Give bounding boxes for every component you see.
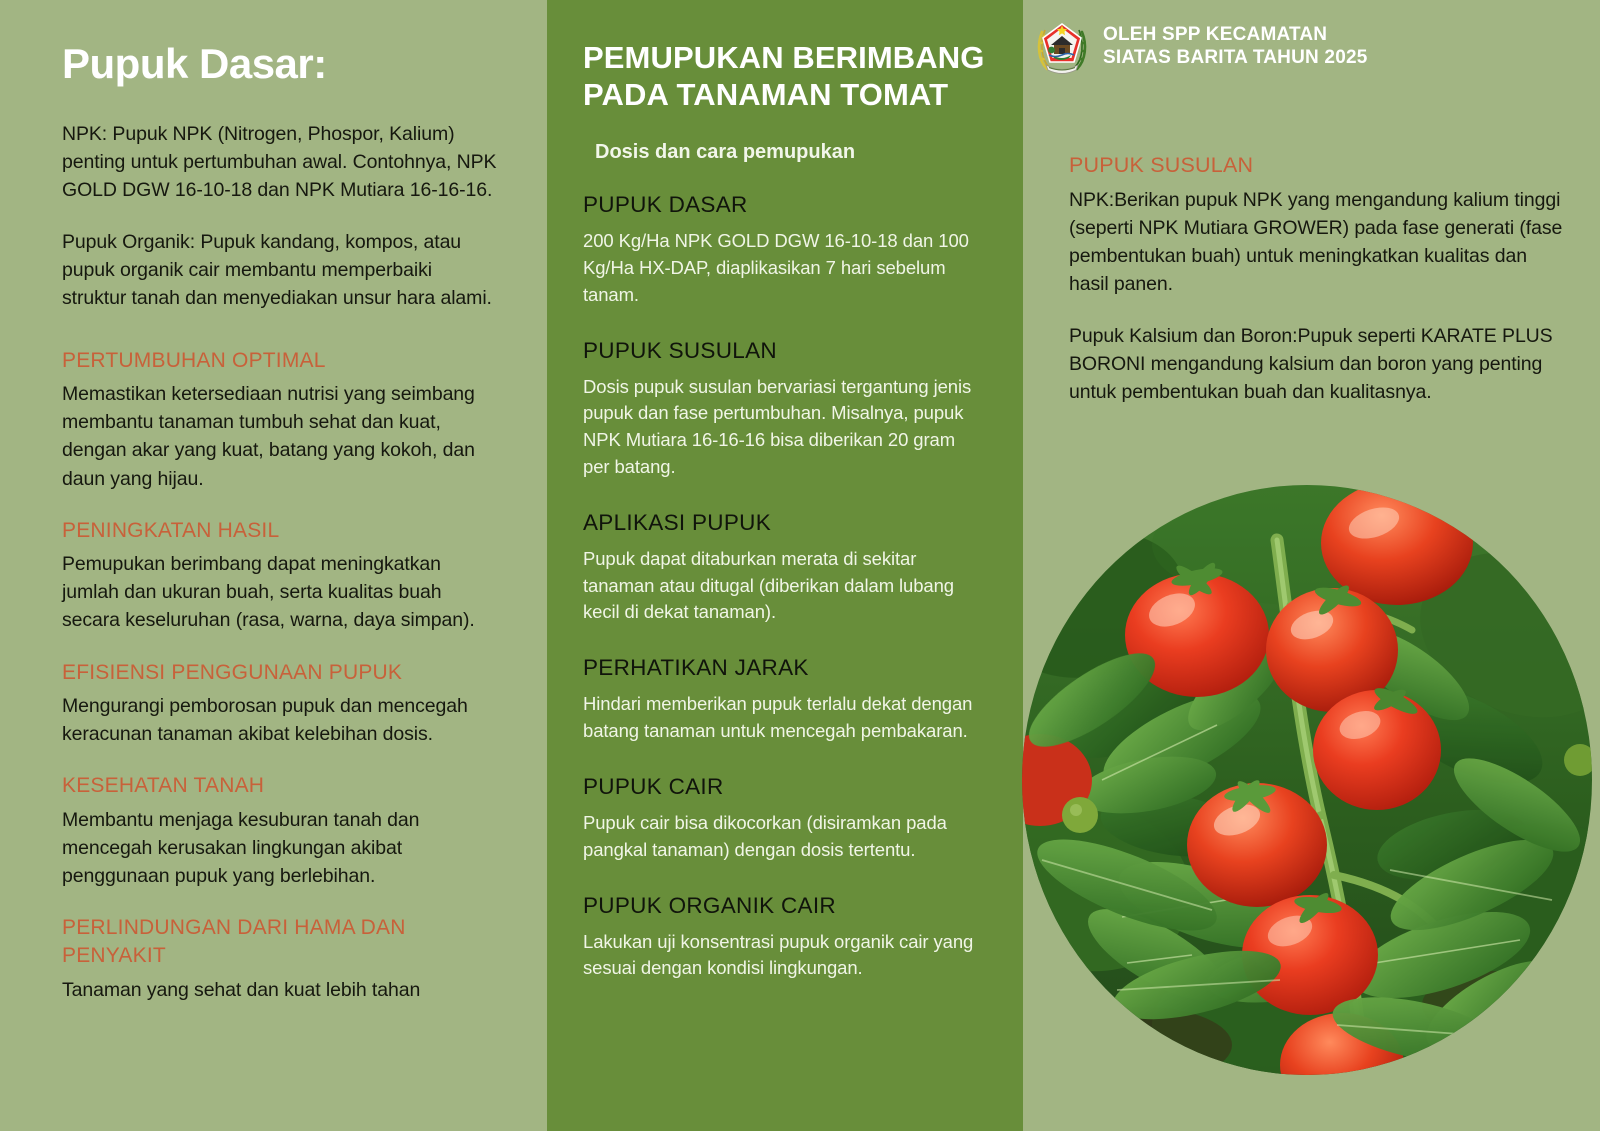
- page-title: Pupuk Dasar:: [62, 40, 327, 87]
- section-body-pertumbuhan-optimal: Memastikan ketersediaan nutrisi yang seimbang membantu tanaman tumbuh sehat dan kuat, dengan akar yang kuat, batang yang kokoh, dan daun yang hijau.: [62, 383, 475, 490]
- intro-paragraph-organik: Pupuk Organik: Pupuk kandang, kompos, atau pupuk organik cair membantu memperbaiki struktur tanah dan menyediakan unsur hara alami.: [62, 231, 492, 310]
- section-heading-pertumbuhan-optimal: PERTUMBUHAN OPTIMAL: [62, 348, 326, 372]
- right-body-kalsium-boron: Pupuk Kalsium dan Boron:Pupuk seperti KARATE PLUS BORONI mengandung kalsium dan boron yang penting untuk pembentukan buah dan kualitasnya.: [1069, 325, 1553, 404]
- right-heading-pupuk-susulan: PUPUK SUSULAN: [1069, 153, 1254, 177]
- middle-column-subtitle: Dosis dan cara pemupukan: [595, 141, 856, 164]
- mid-body-pupuk-dasar: 200 Kg/Ha NPK GOLD DGW 16-10-18 dan 100 Kg/Ha HX-DAP, diaplikasikan 7 hari sebelum tanam.: [583, 230, 969, 305]
- section-body-kesehatan-tanah: Membantu menjaga kesuburan tanah dan mencegah kerusakan lingkungan akibat penggunaan pupuk yang berlebihan.: [62, 809, 420, 888]
- mid-heading-pupuk-cair: PUPUK CAIR: [583, 773, 724, 799]
- spacer: [62, 337, 501, 347]
- section-heading-efisiensi-penggunaan-pupuk: EFISIENSI PENGGUNAAN PUPUK: [62, 660, 403, 684]
- middle-column-title: PEMUPUKAN BERIMBANG PADA TANAMAN TOMAT: [583, 40, 985, 112]
- mid-body-pupuk-cair: Pupuk cair bisa dikocorkan (disiramkan pada pangkal tanaman) dengan dosis tertentu.: [583, 811, 947, 860]
- mid-body-aplikasi-pupuk: Pupuk dapat ditaburkan merata di sekitar tanaman atau ditugal (diberikan dalam lubang kecil di dekat tanaman).: [583, 547, 954, 623]
- left-column: [0, 0, 547, 1131]
- section-heading-peningkatan-hasil: PENINGKATAN HASIL: [62, 518, 280, 542]
- section-heading-kesehatan-tanah: KESEHATAN TANAH: [62, 774, 265, 798]
- right-body-npk: NPK:Berikan pupuk NPK yang mengandung kalium tinggi (seperti NPK Mutiara GROWER) pada fase generati (fase pembentukan buah) untuk meningkatkan kualitas dan hasil panen.: [1069, 188, 1563, 296]
- mid-heading-pupuk-susulan: PUPUK SUSULAN: [583, 337, 777, 363]
- tomato-plant-photo: [1022, 485, 1592, 1075]
- middle-column: [547, 0, 1023, 1131]
- section-heading-perlindungan-dari-hama-dan-penyakit: PERLINDUNGAN DARI HAMA DAN PENYAKIT: [62, 916, 406, 968]
- organization-header-line2: SIATAS BARITA TAHUN 2025: [1103, 47, 1368, 69]
- mid-heading-pupuk-dasar: PUPUK DASAR: [583, 192, 748, 218]
- mid-heading-perhatikan-jarak: PERHATIKAN JARAK: [583, 655, 809, 681]
- organization-header: [1035, 16, 1582, 78]
- section-body-perlindungan-dari-hama-dan-penyakit: Tanaman yang sehat dan kuat lebih tahan: [62, 978, 421, 1001]
- mid-body-pupuk-susulan: Dosis pupuk susulan bervariasi tergantung jenis pupuk dan fase pertumbuhan. Misalnya, pupuk NPK Mutiara 16-16-16 bisa diberikan 20 gram per batang.: [583, 375, 972, 478]
- organization-header-text: [1103, 16, 1368, 69]
- intro-paragraph-npk: NPK: Pupuk NPK (Nitrogen, Phospor, Kalium) penting untuk pertumbuhan awal. Contohnya, NPK GOLD DGW 16-10-18 dan NPK Mutiara 16-16-16.: [62, 123, 497, 202]
- mid-body-perhatikan-jarak: Hindari memberikan pupuk terlalu dekat dengan batang tanaman untuk mencegah pembakaran.: [583, 693, 973, 742]
- section-body-efisiensi-penggunaan-pupuk: Mengurangi pemborosan pupuk dan mencegah keracunan tanaman akibat kelebihan dosis.: [62, 695, 468, 746]
- section-body-peningkatan-hasil: Pemupukan berimbang dapat meningkatkan jumlah dan ukuran buah, serta kualitas buah secara keseluruhan (rasa, warna, daya simpan).: [62, 553, 475, 632]
- mid-heading-pupuk-organik-cair: PUPUK ORGANIK CAIR: [583, 892, 836, 918]
- mid-body-pupuk-organik-cair: Lakukan uji konsentrasi pupuk organik cair yang sesuai dengan kondisi lingkungan.: [583, 930, 974, 979]
- mid-heading-aplikasi-pupuk: APLIKASI PUPUK: [583, 509, 772, 535]
- regional-government-emblem-icon: [1035, 16, 1089, 78]
- organization-header-line1: OLEH SPP KECAMATAN: [1103, 24, 1328, 45]
